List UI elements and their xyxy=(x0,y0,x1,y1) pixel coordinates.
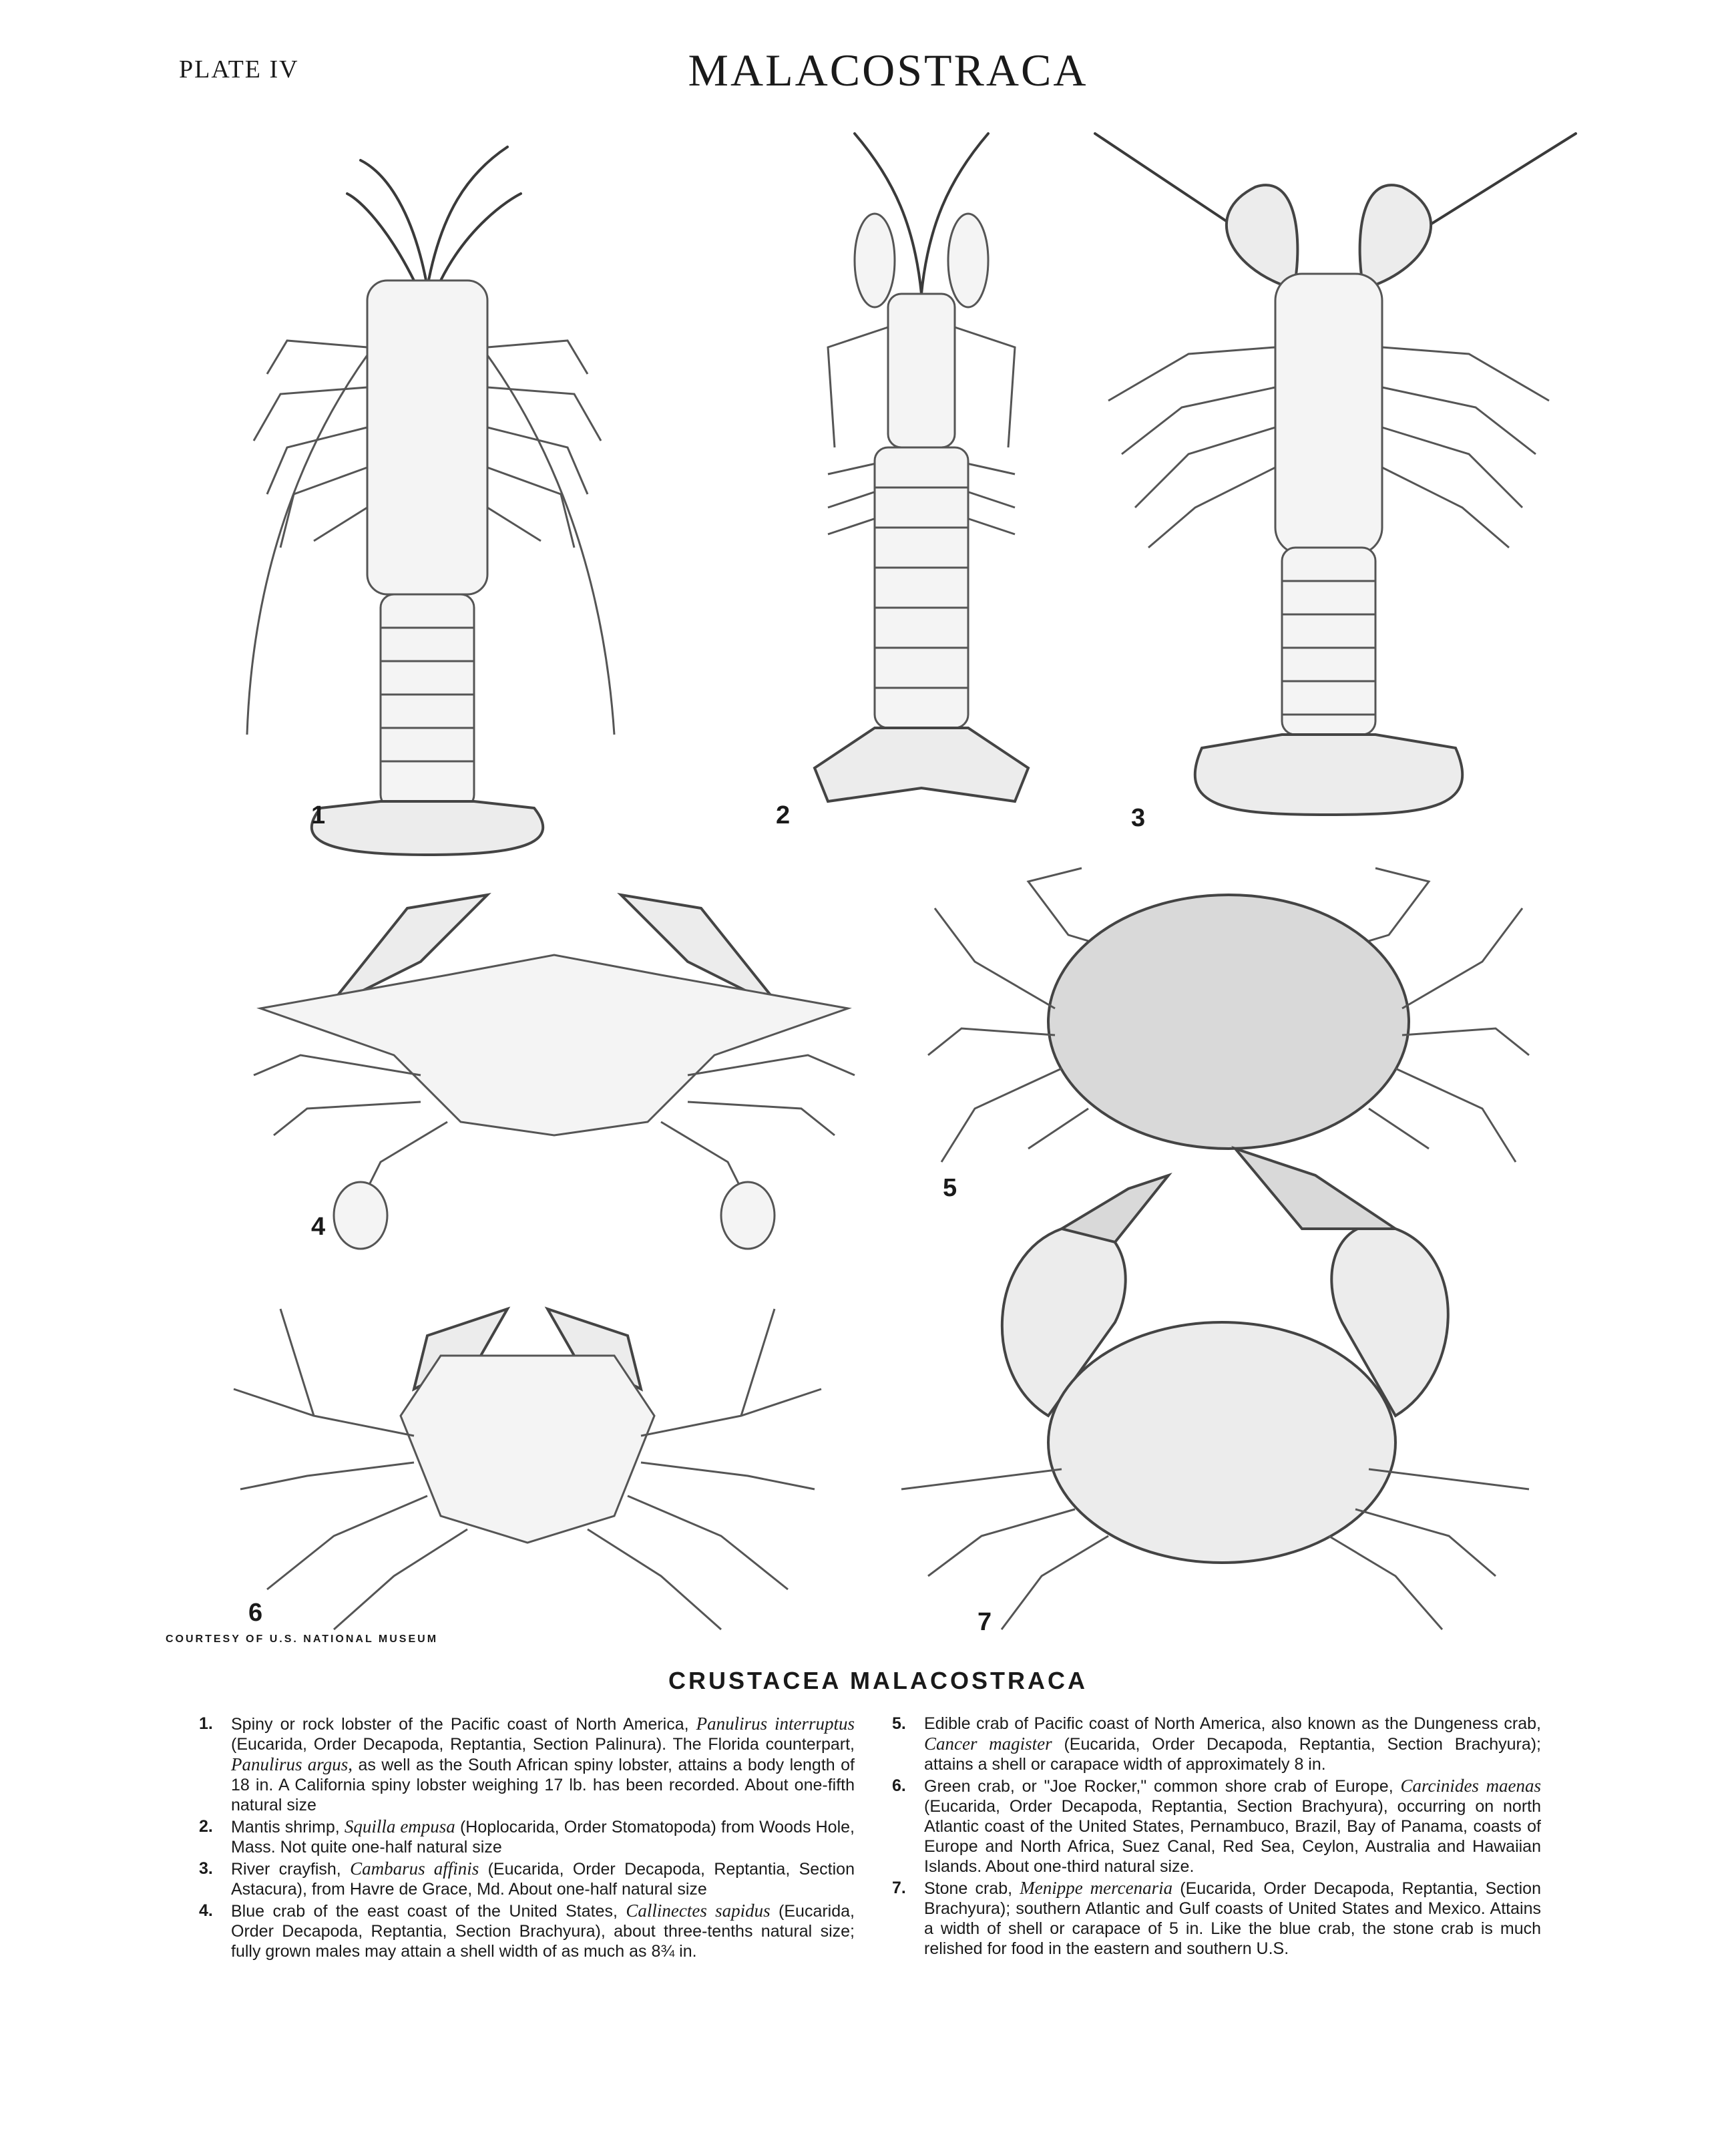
blue-crab-illustration xyxy=(247,855,861,1255)
species-name: Cambarus affinis xyxy=(350,1859,479,1879)
courtesy-credit: COURTESY OF U.S. NATIONAL MUSEUM xyxy=(166,1633,439,1645)
caption-7 xyxy=(887,1878,1541,1959)
caption-run: (Eucarida, Order Decapoda, Reptantia, Section Astacura), from Havre de Grace, Md. About one-half natural size xyxy=(231,1860,855,1899)
caption-text xyxy=(924,1777,1541,1876)
caption-run: (Eucarida, Order Decapoda, Reptantia, Section Brachyura), occurring on north Atlantic coast of the United States, Pernambuco, Brazil, Bay of Panama, coasts of Europe and North Africa, Suez Canal, Red Sea, Ceylon, Australia and Hawaiian Islands. About one-third natural size. xyxy=(924,1797,1541,1876)
page-title: MALACOSTRACA xyxy=(688,45,1088,95)
section-title: CRUSTACEA MALACOSTRACA xyxy=(668,1667,1088,1694)
spiny-lobster-illustration xyxy=(227,134,628,841)
species-name: Menippe mercenaria xyxy=(1020,1878,1173,1898)
caption-text xyxy=(231,1818,855,1857)
caption-run: (Eucarida, Order Decapoda, Reptantia, Section Brachyura); southern Atlantic and Gulf coasts of United States and Mexico. Attains a width of shell or carapace of 5 in. Like the blue crab, the stone crab is much relished for food in the eastern and southern U.S. xyxy=(924,1879,1541,1958)
caption-text xyxy=(924,1879,1541,1958)
species-name: Panulirus argus, xyxy=(231,1754,353,1774)
caption-text xyxy=(231,1715,855,1814)
green-crab-illustration xyxy=(227,1282,828,1643)
caption-run: Stone crab, xyxy=(924,1879,1020,1898)
caption-run: as well as the South African spiny lobster, attains a body length of 18 in. A California spiny lobster weighing 17 lb. has been recorded. About one-fifth natural size xyxy=(231,1756,855,1814)
figure-number-5: 5 xyxy=(943,1174,957,1202)
mantis-shrimp-illustration xyxy=(788,127,1055,828)
plate-label: PLATE IV xyxy=(179,55,299,83)
caption-4 xyxy=(194,1901,855,1961)
edible-crab-illustration xyxy=(921,855,1536,1175)
caption-1 xyxy=(194,1714,855,1815)
caption-number: 6. xyxy=(892,1776,906,1795)
caption-text xyxy=(924,1714,1541,1774)
figure-number-1: 1 xyxy=(311,801,326,829)
caption-run: (Eucarida, Order Decapoda, Reptantia, Section Brachyura), about three-tenths natural size; fully grown males may attain a shell width of as much as 8¾ in. xyxy=(231,1902,855,1961)
caption-run: Spiny or rock lobster of the Pacific coast of North America, xyxy=(231,1715,696,1734)
caption-number: 2. xyxy=(199,1817,213,1836)
captions-left-column xyxy=(194,1714,855,1963)
caption-6 xyxy=(887,1776,1541,1877)
caption-5 xyxy=(887,1714,1541,1774)
figure-number-2: 2 xyxy=(776,801,791,829)
caption-run: Green crab, or "Joe Rocker," common shore crab of Europe, xyxy=(924,1777,1401,1796)
caption-number: 5. xyxy=(892,1714,906,1733)
species-name: Cancer magister xyxy=(924,1734,1052,1754)
figure-number-3: 3 xyxy=(1131,804,1146,832)
caption-number: 3. xyxy=(199,1859,213,1878)
captions-right-column xyxy=(887,1714,1541,1960)
caption-run: River crayfish, xyxy=(231,1860,351,1879)
caption-run: Edible crab of Pacific coast of North America, also known as the Dungeness crab, xyxy=(924,1714,1541,1733)
caption-2 xyxy=(194,1816,855,1857)
caption-run: (Eucarida, Order Decapoda, Reptantia, Section Brachyura); attains a shell or carapace width of approximately 8 in. xyxy=(924,1735,1542,1774)
figure-number-4: 4 xyxy=(311,1213,326,1241)
caption-run: (Hoplocarida, Order Stomatopoda) from Woods Hole, Mass. Not quite one-half natural size xyxy=(231,1818,855,1857)
species-name: Squilla empusa xyxy=(344,1816,455,1836)
caption-number: 1. xyxy=(199,1714,213,1733)
caption-text xyxy=(231,1860,855,1899)
caption-run: Blue crab of the east coast of the United States, xyxy=(231,1902,626,1921)
river-crayfish-illustration xyxy=(1095,134,1576,841)
caption-run: (Eucarida, Order Decapoda, Reptantia, Section Palinura). The Florida counterpart, xyxy=(231,1735,855,1754)
figure-number-7: 7 xyxy=(978,1608,992,1636)
caption-3 xyxy=(194,1859,855,1899)
species-name: Panulirus interruptus xyxy=(696,1714,855,1734)
caption-number: 4. xyxy=(199,1901,213,1920)
species-name: Carcinides maenas xyxy=(1400,1776,1542,1796)
stone-crab-illustration xyxy=(915,1135,1549,1643)
species-name: Callinectes sapidus xyxy=(626,1901,771,1921)
caption-number: 7. xyxy=(892,1879,906,1897)
figure-number-6: 6 xyxy=(248,1599,263,1627)
caption-run: Mantis shrimp, xyxy=(231,1818,345,1836)
caption-text xyxy=(231,1902,855,1961)
